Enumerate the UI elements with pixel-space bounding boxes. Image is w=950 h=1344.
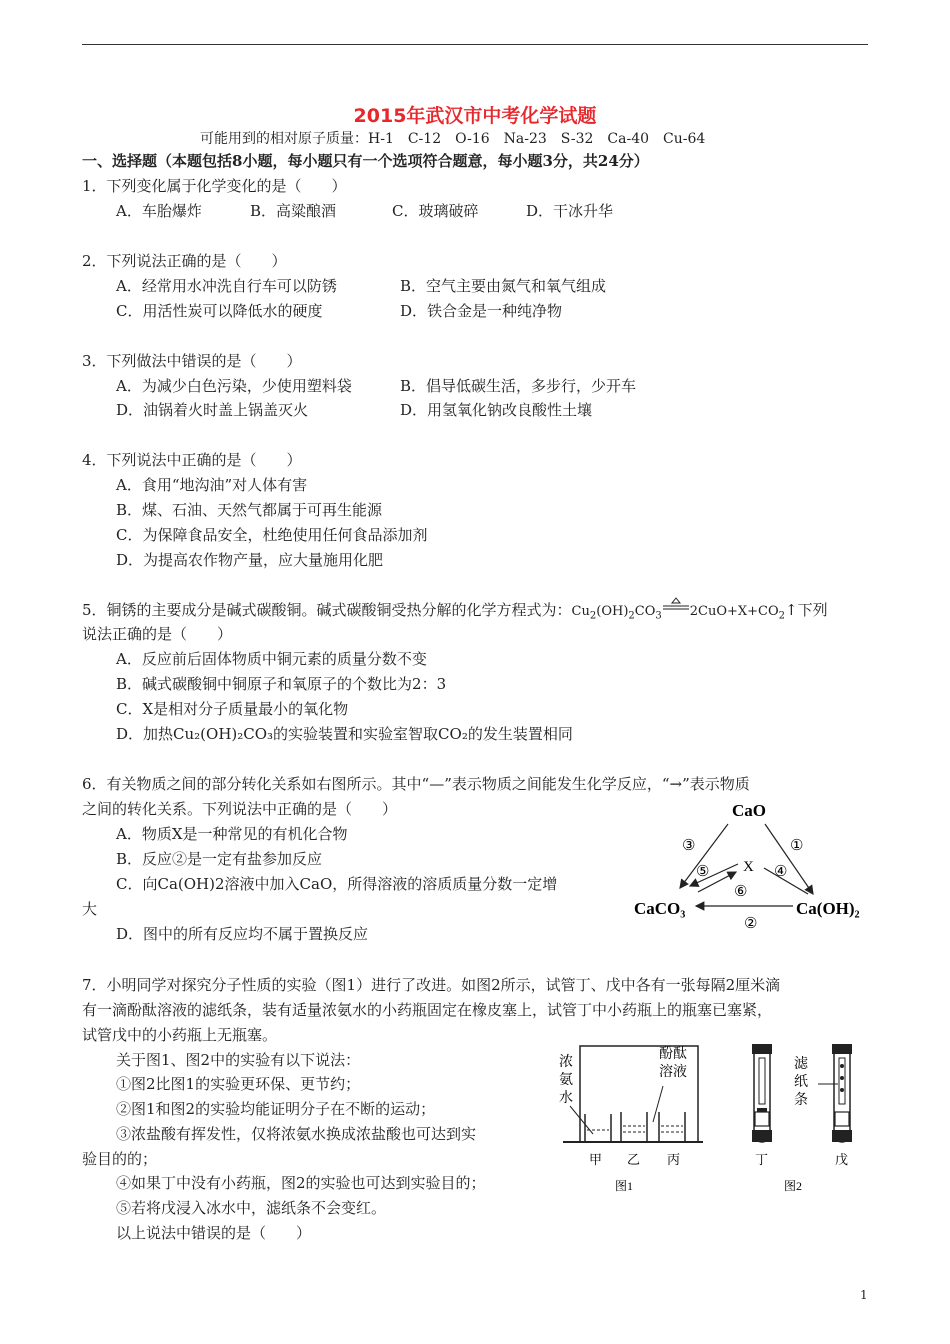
q5-stem: 5．铜锈的主要成分是碱式碳酸铜。碱式碳酸铜受热分解的化学方程式为：$Cu_2(OH)_2CO_3$ $2CuO+X+CO_2↑$下列 — [82, 599, 828, 628]
q7-figure-2 — [740, 1038, 870, 1198]
q7-stem-2: 有一滴酚酞溶液的滤纸条，装有适量浓氨水的小药瓶固定在橡皮塞上，试管丁中小药瓶上的瓶塞已塞紧， — [82, 1001, 773, 1019]
svg-text:戊: 戊 — [835, 1152, 849, 1167]
page-title: 2015年武汉市中考化学试题 — [353, 105, 597, 127]
header-rule — [82, 44, 868, 45]
label-6: ⑥ — [734, 884, 748, 900]
q6-conversion-diagram — [628, 796, 878, 936]
svg-text:乙: 乙 — [627, 1152, 641, 1167]
svg-text:酚酞: 酚酞 — [659, 1047, 687, 1062]
q3-option-c: D．油锅着火时盖上锅盖灭火 — [116, 401, 309, 419]
q4-option-c: C．为保障食品安全，杜绝使用任何食品添加剂 — [116, 526, 428, 544]
q5-option-b: B．碱式碳酸铜中铜原子和氧原子的个数比为2：3 — [116, 675, 447, 693]
q6-option-d: D．图中的所有反应均不属于置换反应 — [116, 925, 369, 943]
svg-text:甲: 甲 — [589, 1152, 603, 1167]
svg-text:水: 水 — [559, 1091, 573, 1106]
stopper-ding — [752, 1044, 772, 1054]
q7-ask: 以上说法中错误的是（ ） — [116, 1224, 312, 1242]
svg-text:丁: 丁 — [755, 1152, 769, 1167]
label-5: ⑤ — [696, 864, 710, 880]
q1-option-d: D．干冰升华 — [526, 202, 614, 220]
q7-statement-4: ④如果丁中没有小药瓶，图2的实验也可达到实验目的； — [116, 1174, 486, 1192]
chemical-equation: $Cu_2(OH)_2CO_3$ $2CuO+X+CO_2$ — [572, 604, 785, 619]
q1-stem: 1．下列变化属于化学变化的是（ ） — [82, 177, 347, 195]
stopper-wu — [832, 1044, 852, 1054]
q2-option-c: C．用活性炭可以降低水的硬度 — [116, 302, 323, 320]
q2-option-b: B．空气主要由氮气和氧气组成 — [400, 277, 607, 295]
q3-option-d: D．用氢氧化钠改良酸性土壤 — [400, 401, 593, 419]
beaker-yi — [621, 1112, 647, 1142]
q7-stem-3: 试管戊中的小药瓶上无瓶塞。 — [82, 1026, 278, 1044]
q2-option-a: A．经常用水冲洗自行车可以防锈 — [116, 277, 337, 295]
q7-intro: 关于图1、图2中的实验有以下说法： — [116, 1051, 361, 1069]
diagram-caco3: CaCO₃ — [634, 899, 686, 918]
q3-option-b: B．倡导低碳生活，多步行，少开车 — [400, 377, 637, 395]
q5-stem-2: 说法正确的是（ ） — [82, 625, 233, 643]
label-1: ① — [790, 838, 804, 854]
q7-stem: 7．小明同学对探究分子性质的实验（图1）进行了改进。如图2所示，试管丁、戊中各有一张每隔2厘米滴 — [82, 976, 781, 994]
q2-option-d: D．铁合金是一种纯净物 — [400, 302, 563, 320]
q6-option-a: A．物质X是一种常见的有机化合物 — [116, 825, 348, 843]
svg-text:纸: 纸 — [794, 1075, 808, 1090]
arrow-cao-to-caoh2 — [765, 824, 813, 894]
diagram-caoh2: Ca(OH)₂ — [796, 899, 860, 918]
svg-text:浓: 浓 — [559, 1055, 573, 1070]
q6-option-c: C．向Ca(OH)2溶液中加入CaO，所得溶液的溶质质量分数一定增 — [116, 875, 558, 893]
page-number: 1 — [860, 1288, 868, 1302]
q5-option-d: D．加热Cu₂(OH)₂CO₃的实验装置和实验室智取CO₂的发生装置相同 — [116, 725, 573, 743]
svg-text:氨: 氨 — [559, 1073, 573, 1088]
atomic-masses: 可能用到的相对原子质量：H-1 C-12 O-16 Na-23 S-32 Ca-40 Cu-64 — [200, 131, 706, 147]
q2-stem: 2．下列说法正确的是（ ） — [82, 252, 287, 270]
q7-figure-1 — [555, 1038, 705, 1198]
q3-option-a: A．为减少白色污染，少使用塑料袋 — [116, 377, 352, 395]
heat-equals-sign — [662, 597, 690, 621]
q7-statement-3-cont: 验目的的； — [82, 1150, 158, 1168]
label-2: ② — [744, 916, 758, 932]
q6-stem-2: 之间的转化关系。下列说法中正确的是（ ） — [82, 800, 398, 818]
svg-text:图1: 图1 — [615, 1179, 634, 1193]
q4-option-a: A．食用“地沟油”对人体有害 — [116, 476, 308, 494]
q3-stem: 3．下列做法中错误的是（ ） — [82, 352, 302, 370]
q7-statement-5: ⑤若将戊浸入冰水中，滤纸条不会变红。 — [116, 1199, 387, 1217]
q6-stem: 6．有关物质之间的部分转化关系如右图所示。其中“—”表示物质之间能发生化学反应，“→”表示物质 — [82, 775, 750, 793]
svg-text:溶液: 溶液 — [659, 1065, 687, 1080]
q5-option-a: A．反应前后固体物质中铜元素的质量分数不变 — [116, 650, 427, 668]
svg-text:图2: 图2 — [784, 1179, 803, 1193]
q4-option-d: D．为提高农作物产量，应大量施用化肥 — [116, 551, 384, 569]
svg-text:丙: 丙 — [667, 1152, 681, 1167]
q4-option-b: B．煤、石油、天然气都属于可再生能源 — [116, 501, 383, 519]
diagram-cao: CaO — [732, 801, 766, 820]
q4-stem: 4．下列说法中正确的是（ ） — [82, 451, 302, 469]
q7-statement-3: ③浓盐酸有挥发性，仅将浓氨水换成浓盐酸也可达到实 — [116, 1125, 477, 1143]
beaker-bing — [659, 1112, 685, 1142]
label-3: ③ — [682, 838, 696, 854]
q5-stem-text: 5．铜锈的主要成分是碱式碳酸铜。碱式碳酸铜受热分解的化学方程式为： — [82, 601, 572, 619]
q1-option-a: A．车胎爆炸 — [116, 202, 202, 220]
q1-option-b: B．高粱酿酒 — [250, 202, 337, 220]
svg-text:条: 条 — [794, 1093, 808, 1108]
q1-option-c: C．玻璃破碎 — [392, 202, 479, 220]
q6-option-b: B．反应②是一定有盐参加反应 — [116, 850, 323, 868]
q7-statement-2: ②图1和图2的实验均能证明分子在不断的运动； — [116, 1100, 436, 1118]
q5-option-c: C．X是相对分子质量最小的氧化物 — [116, 700, 349, 718]
beaker-jia — [585, 1114, 611, 1142]
svg-text:滤: 滤 — [794, 1057, 808, 1072]
q6-option-c-cont: 大 — [82, 900, 98, 918]
section-heading: 一、选择题（本题包括8小题，每小题只有一个选项符合题意，每小题3分，共24分） — [82, 152, 649, 170]
diagram-x: X — [743, 859, 754, 875]
q7-statement-1: ①图2比图1的实验更环保、更节约； — [116, 1075, 361, 1093]
label-4: ④ — [774, 864, 788, 880]
test-tube-ding — [754, 1052, 770, 1142]
